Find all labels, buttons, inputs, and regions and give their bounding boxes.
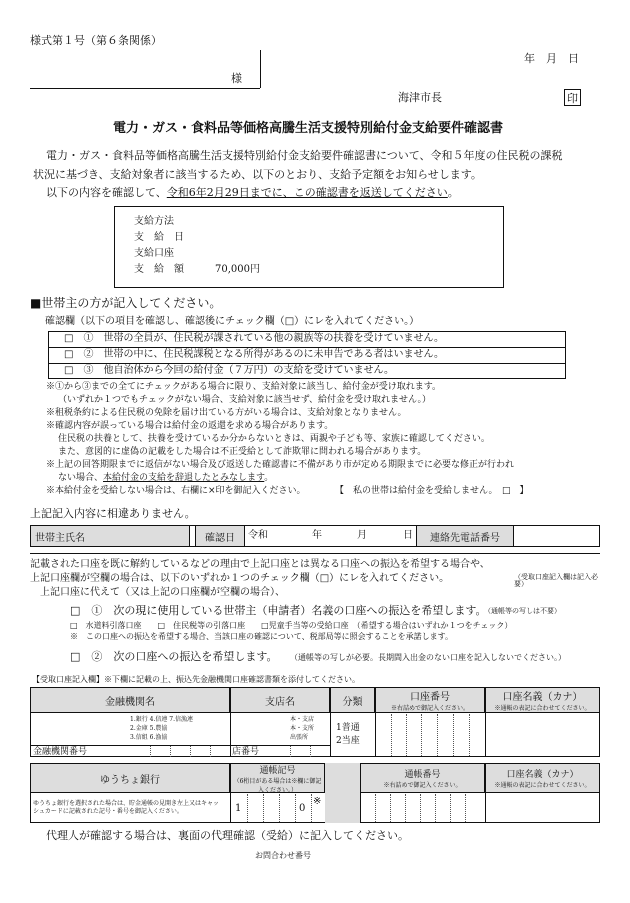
bank-table-caption: 【受取口座記入欄】※下欄に記載の上、振込先金融機関口座確認書類を添付してください。: [32, 675, 360, 684]
yucho-number-header: 通帳番号 ※右詰めで御記入ください。: [360, 763, 485, 793]
type-option-2[interactable]: 2当座: [336, 736, 360, 746]
yucho-code-first: 1: [235, 803, 242, 814]
phone-label: 連絡先電話番号: [416, 525, 514, 547]
check-item-3[interactable]: □ ③ 他自治体から今回の給付金（７万円）の支給を受けていません。: [64, 365, 395, 376]
option-2-note: （通帳等の写しが必要。長期間入出金のない口座を記入しないでください。）: [290, 653, 566, 662]
payment-method: 支給方法: [134, 216, 174, 227]
intro-line-2: 状況に基づき、支給対象者に該当するため、以下のとおり、支給予定額をお知らせします。: [33, 168, 482, 181]
check-instruction: 確認欄（以下の項目を確認し、確認後にチェック欄（□）にレを入れてください。）: [45, 316, 420, 327]
page-title: 電力・ガス・食料品等価格高騰生活支援特別給付金支給要件確認書: [113, 121, 504, 136]
note-1: ※①から③までの全てにチェックがある場合に限り、支給対象に該当し、給付金が受け取れます。: [46, 382, 442, 392]
note-3: ※確認内容が誤っている場合は給付金の返還を求める場合があります。: [46, 421, 334, 431]
householder-label: 世帯主氏名: [30, 525, 190, 547]
confirm-date-label: 確認日: [195, 525, 245, 547]
option-1-sub-1[interactable]: □ 水道料引落口座 □ 住民税等の引落口座 □児童手当等の受給口座 （希望する場合はいずれか１つをチェック）: [70, 621, 513, 630]
decline-checkbox[interactable]: 【 私の世帯は給付金を受給しません。 □ 】: [335, 486, 529, 496]
bank-name-header: 金融機関名: [30, 687, 230, 713]
note-1b: （いずれか１つでもチェックがない場合、支給対象に該当せず、給付金を受け取れません。）: [58, 395, 432, 405]
seal-stamp: 印: [564, 89, 581, 106]
year-label: 年: [312, 530, 322, 541]
account-change-1: 記載された口座を既に解約しているなどの理由で上記口座とは異なる口座への振込を希望する場合や、: [30, 559, 490, 570]
section-heading: ■世帯主の方が記入してください。: [30, 296, 222, 310]
type-option-1[interactable]: 1普通: [336, 723, 360, 733]
payment-date: 支 給 日: [134, 232, 184, 243]
account-change-2: 上記口座欄が空欄の場合は、以下のいずれか１つのチェック欄（□）にレを入れてください。: [30, 573, 450, 584]
check-item-1[interactable]: □ ① 世帯の全員が、住民税が課されている他の親族等の扶養を受けていません。: [64, 333, 445, 344]
note-3b: 住民税の扶養として、扶養を受けているか分からないときは、両親や子ども等、家族に確認してください。: [58, 434, 490, 444]
bank-code-label: 金融機関番号: [33, 747, 88, 757]
form-number: 様式第１号（第６条関係）: [30, 34, 162, 47]
note-4b: ない場合、本給付金の支給を辞退したとみなします。: [58, 473, 274, 483]
account-change-2-note: （受取口座記入欄は記入必要）: [514, 573, 598, 588]
bank-kind-2: 2.金庫 5.農協: [130, 725, 168, 732]
branch-code-label: 店番号: [232, 747, 260, 757]
option-2[interactable]: □ ② 次の口座への振込を希望します。: [70, 650, 278, 663]
recipient-suffix: 様: [231, 72, 242, 85]
option-1-note: （通帳等の写しは不要）: [484, 607, 561, 615]
bank-kind-3: 3.信組 6.漁協: [130, 734, 168, 741]
yucho-bank-header: ゆうちょ銀行: [30, 763, 230, 793]
payment-amount-label: 支 給 額: [134, 264, 184, 275]
account-holder-header: 口座名義（カナ） ※通帳の表記に合わせてください。: [485, 687, 600, 713]
account-change-3: 上記口座に代えて（又は上記の口座欄が空欄の場合）、: [40, 587, 285, 598]
branch-kind-1: 本・支店: [290, 716, 315, 723]
agent-note: 代理人が確認する場合は、裏面の代理確認（受給）に記入してください。: [46, 829, 409, 842]
bank-kind-1: 1.銀行 4.信連 7.信漁連: [130, 716, 193, 723]
recipient-vline: [260, 50, 261, 88]
option-1[interactable]: □ ① 次の現に使用している世帯主（申請者）名義の口座への振込を希望します。: [70, 604, 487, 617]
note-5: ※本給付金を受給しない場合は、右欄に×印を御記入ください。: [46, 486, 306, 496]
date-label: 年 月 日: [524, 52, 579, 65]
payment-amount-value: 70,000円: [215, 264, 260, 275]
branch-kind-2: 本・支所: [290, 725, 315, 732]
intro-line-1: 電力・ガス・食料品等価格高騰生活支援特別給付金支給要件確認書について、令和５年度の住民税の課税: [46, 149, 563, 162]
yucho-code-zero: 0: [299, 803, 306, 814]
contact-label: お問合わせ番号: [255, 851, 311, 860]
branch-kind-3: 出張所: [290, 734, 309, 741]
era-label: 令和: [248, 530, 268, 541]
type-header: 分類: [330, 687, 375, 713]
check-item-2[interactable]: □ ② 世帯の中に、住民税課税となる所得があるのに未申告である者はいません。: [64, 349, 445, 360]
yucho-note: ゆうちょ銀行を選択された場合は、貯金通帳の見開き左上又はキャッシュカードに記載された記号・番号を御記入ください。: [33, 800, 220, 815]
note-3c: また、意図的に虚偽の記載をした場合は不正受給として詐欺罪に問われる場合があります。: [58, 447, 427, 457]
month-label: 月: [357, 530, 367, 541]
confirm-statement: 上記記入内容に相違ありません。: [30, 507, 196, 520]
yucho-holder-header: 口座名義（カナ） ※通帳の表記に合わせてください。: [485, 763, 600, 793]
yucho-star: ※: [313, 796, 322, 807]
option-1-sub-2: ※ この口座への振込を希望する場合、当該口座の確認について、税部局等に照会することを承諾します。: [70, 632, 454, 641]
intro-line-3: 以下の内容を確認して、令和6年2月29日までに、この確認書を返送してください。: [46, 186, 459, 199]
payment-account: 支給口座: [134, 248, 174, 259]
note-4: ※上記の回答期限までに返信がない場合及び返送した確認書に不備があり市が定める期限までに必要な修正が行われ: [46, 460, 515, 470]
yucho-code-header: 通帳記号 （6桁目がある場合は※欄に御記入ください。）: [230, 763, 325, 793]
note-2: ※租税条約による住民税の免除を届け出ている方がいる場合は、支給対象となりません。: [46, 408, 407, 418]
recipient-underline: [30, 88, 260, 89]
issuer: 海津市長: [398, 91, 442, 104]
day-label: 日: [403, 530, 413, 541]
account-number-header: 口座番号 ※右詰めで御記入ください。: [375, 687, 485, 713]
branch-name-header: 支店名: [230, 687, 330, 713]
